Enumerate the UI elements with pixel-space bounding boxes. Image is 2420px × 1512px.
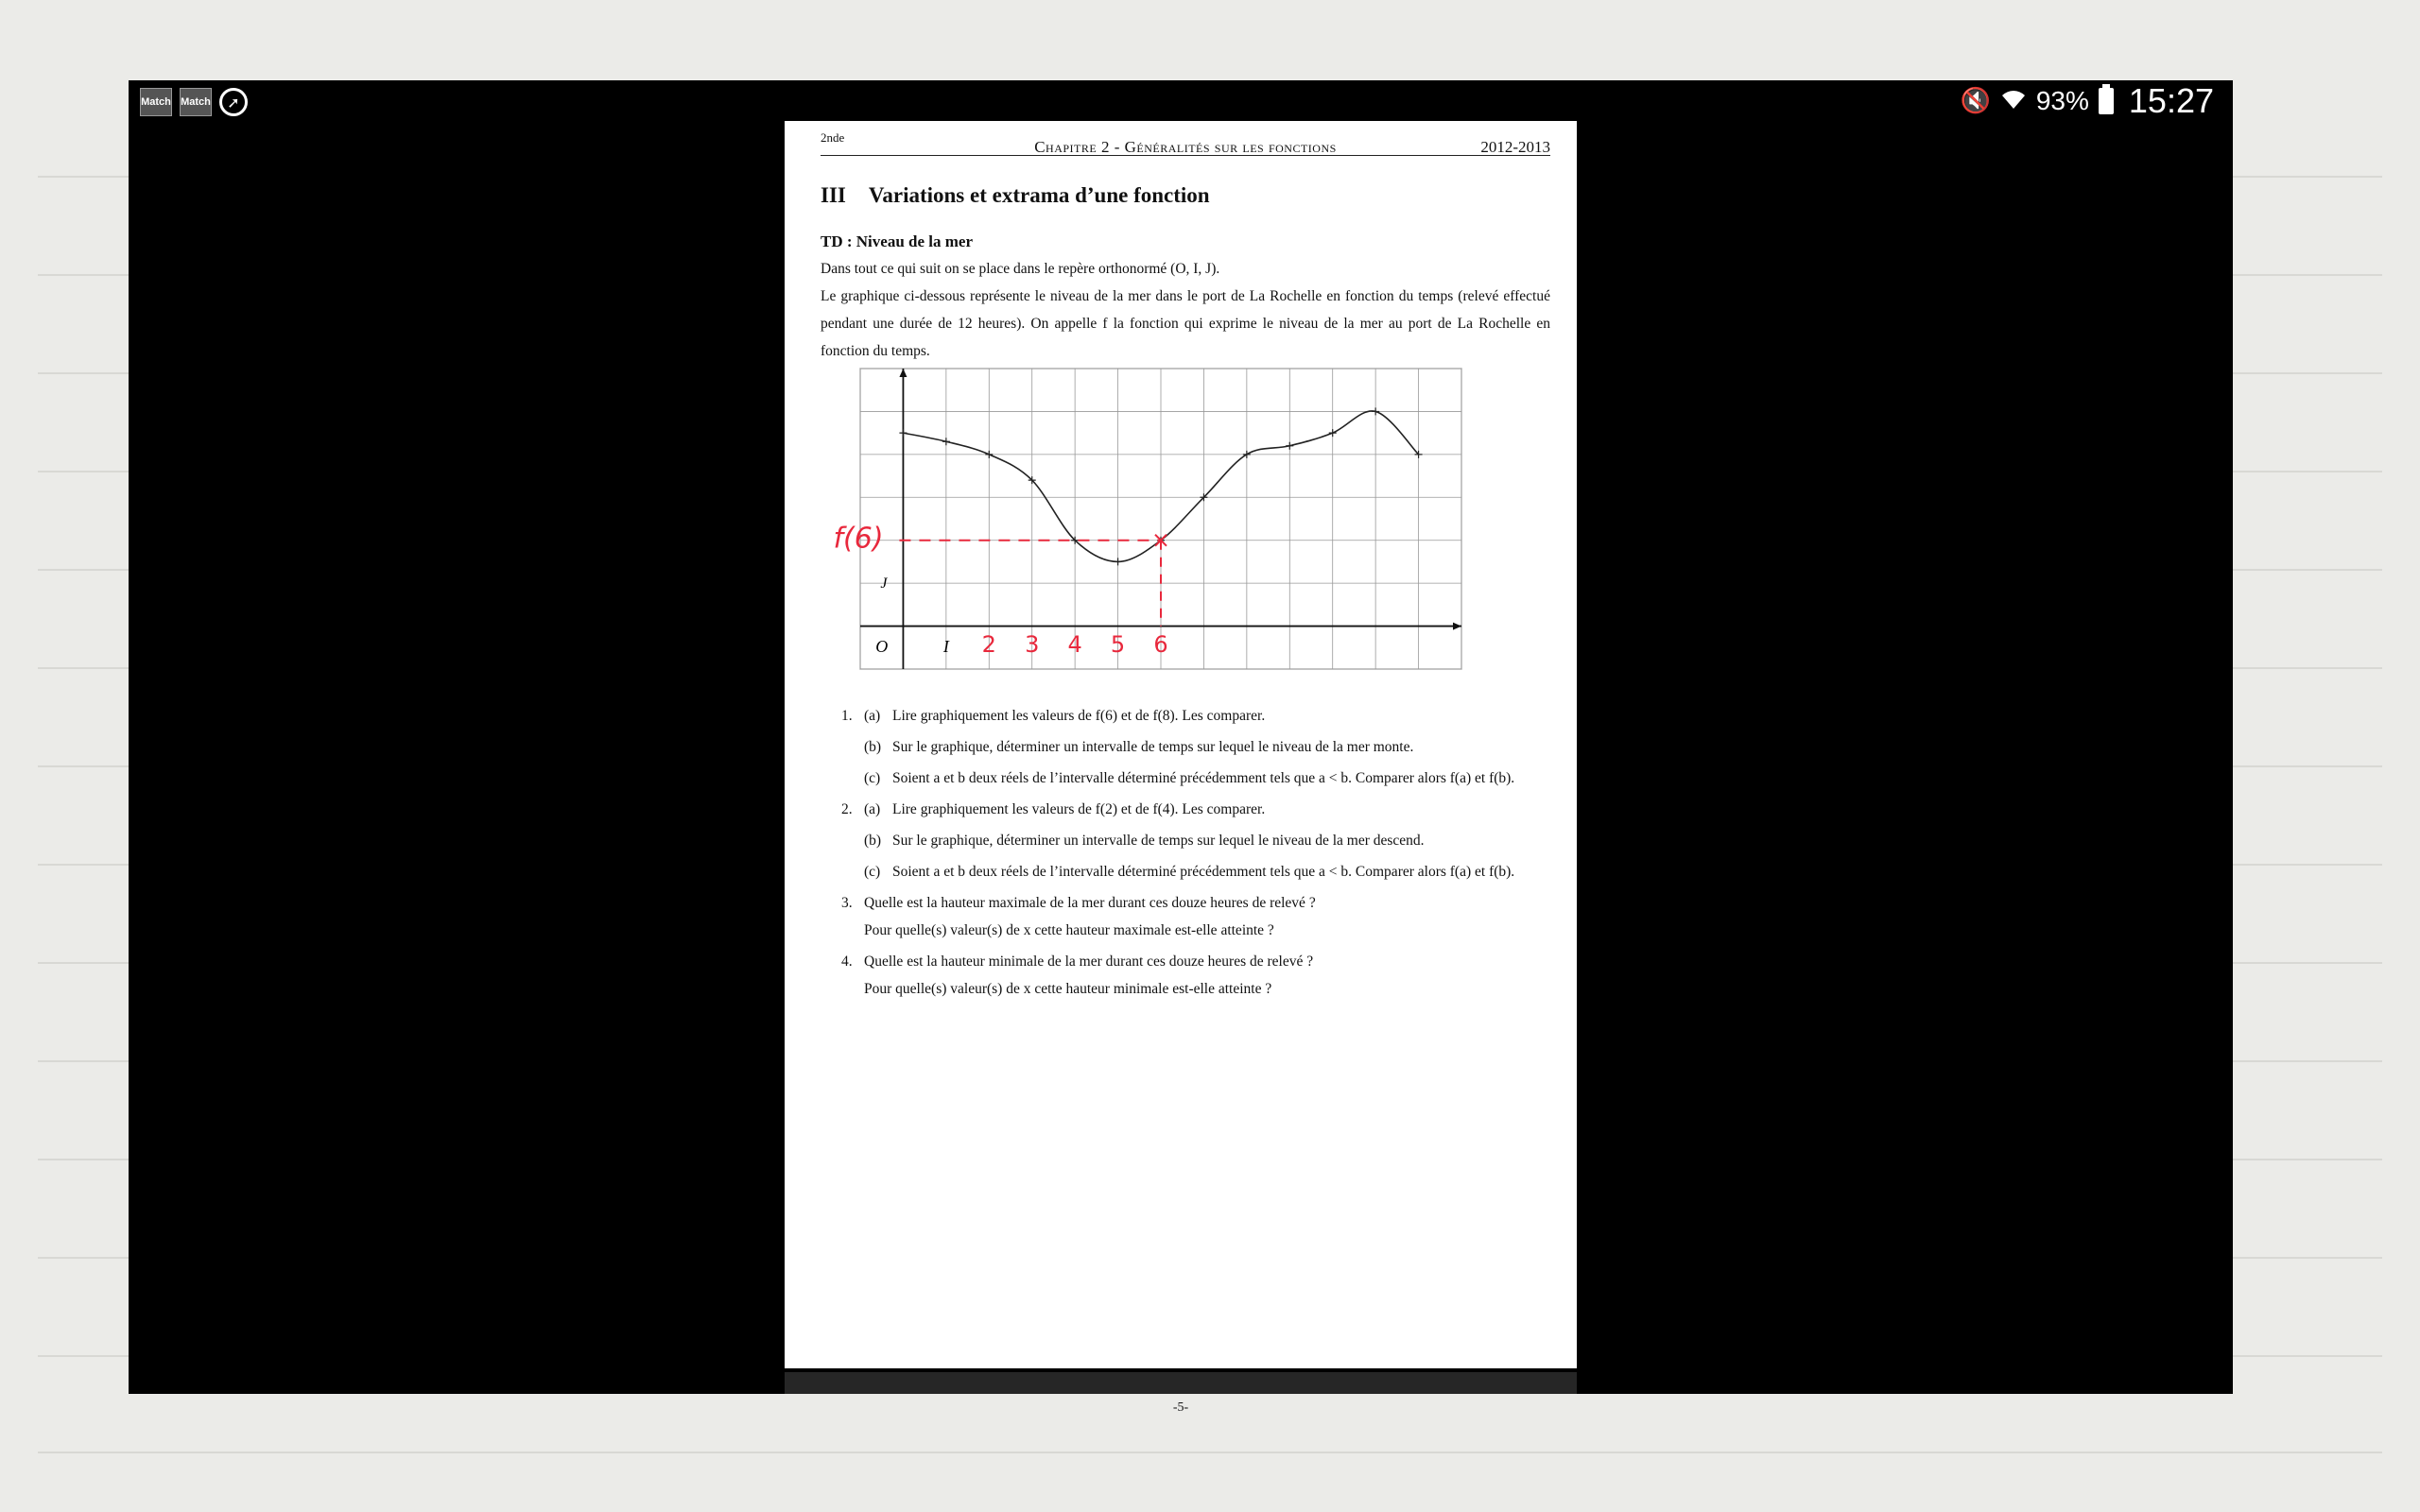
part-text: Soient a et b deux réels de l’intervalle déterminé précédemment tels que a < b. Comparer alors f(a) et f(b). — [892, 864, 1515, 880]
question-number: 2. — [841, 801, 853, 817]
backdrop-line — [38, 1452, 2382, 1453]
question-part — [864, 733, 1550, 761]
question-part — [864, 858, 1550, 885]
part-label: (a) — [864, 801, 881, 817]
notification-app-icon: Match — [180, 88, 212, 116]
part-label: (a) — [864, 708, 881, 724]
page-bottom-bar — [785, 1372, 1577, 1394]
sea-level-chart — [833, 369, 1531, 671]
question-1 — [841, 702, 1550, 792]
notification-icons — [140, 88, 248, 116]
section-title — [821, 183, 1210, 208]
question-part — [864, 765, 1550, 792]
question-part — [864, 702, 1550, 730]
question-4 — [841, 948, 1550, 1003]
section-heading: Variations et extrama d’une fonction — [868, 183, 1210, 207]
page-header — [821, 129, 1550, 156]
level-label: 2nde — [821, 130, 845, 145]
data-point — [942, 438, 950, 445]
question-3 — [841, 889, 1550, 944]
question-text: Quelle est la hauteur maximale de la mer durant ces douze heures de relevé ? — [864, 895, 1316, 911]
part-text: Lire graphiquement les valeurs de f(6) et de f(8). Les comparer. — [892, 708, 1266, 724]
chapter-title: Chapitre 2 - Généralités sur les fonctions — [1034, 138, 1337, 156]
data-point — [1372, 407, 1379, 415]
part-text: Soient a et b deux réels de l’intervalle déterminé précédemment tels que a < b. Comparer alors f(a) et f(b). — [892, 770, 1515, 786]
data-point — [1115, 558, 1122, 565]
part-text: Sur le graphique, déterminer un intervalle de temps sur lequel le niveau de la mer descend. — [892, 833, 1425, 849]
question-text: Pour quelle(s) valeur(s) de x cette hauteur minimale est-elle atteinte ? — [864, 981, 1272, 997]
document-page[interactable] — [785, 121, 1577, 1415]
battery-percent: 93% — [2035, 86, 2089, 115]
battery-icon — [2099, 88, 2114, 114]
question-number: 3. — [841, 895, 853, 911]
question-text: Pour quelle(s) valeur(s) de x cette hauteur maximale est-elle atteinte ? — [864, 922, 1274, 938]
data-point — [1329, 429, 1337, 437]
data-point — [1286, 442, 1293, 450]
x-axis-arrow — [1453, 623, 1461, 630]
section-number: III — [821, 183, 846, 207]
annotation-x-label: 5 — [1110, 630, 1126, 658]
question-list — [841, 702, 1550, 1006]
device-screen — [129, 80, 2233, 1415]
data-point — [985, 451, 993, 458]
part-label: (b) — [864, 833, 882, 849]
y-axis-arrow — [899, 369, 907, 377]
part-text: Sur le graphique, déterminer un intervalle de temps sur lequel le niveau de la mer monte. — [892, 739, 1414, 755]
system-status — [1960, 80, 2214, 122]
notification-app-icon: Match — [140, 88, 172, 116]
question-part — [864, 796, 1550, 823]
td-description: Le graphique ci-dessous représente le niveau de la mer dans le port de La Rochelle en fonction du temps (relevé effectué pendant une durée de 12 heures). On appelle f la fonction qui exprime le niveau de la mer au port de La Rochelle en fonction du temps. — [821, 288, 1550, 359]
wifi-icon — [2000, 86, 2027, 117]
origin-label: O — [875, 636, 889, 656]
status-bar — [129, 80, 2233, 122]
question-number: 1. — [841, 708, 853, 724]
unit-x-label: I — [942, 636, 949, 656]
question-text: Quelle est la hauteur minimale de la mer durant ces douze heures de relevé ? — [864, 954, 1314, 970]
question-number: 4. — [841, 954, 853, 970]
part-label: (c) — [864, 770, 881, 786]
annotation-x-label: 3 — [1025, 630, 1040, 658]
annotation-x-label: 4 — [1067, 630, 1082, 658]
page-number: -5- — [1172, 1400, 1189, 1415]
school-year: 2012-2013 — [1480, 138, 1550, 156]
part-label: (c) — [864, 864, 881, 880]
td-intro: Dans tout ce qui suit on se place dans le repère orthonormé (O, I, J). — [821, 261, 1220, 277]
annotation-f6-label: f(6) — [833, 522, 884, 556]
unit-y-label: J — [880, 576, 888, 593]
clock: 15:27 — [2128, 81, 2214, 120]
annotation-x-label: 2 — [981, 630, 996, 658]
data-point — [899, 429, 907, 437]
annotation-x-label: 6 — [1153, 630, 1168, 658]
compass-icon: ➚ — [219, 88, 248, 116]
question-part — [864, 827, 1550, 854]
part-label: (b) — [864, 739, 882, 755]
mute-icon: 🔇 — [1960, 87, 1991, 115]
part-text: Lire graphiquement les valeurs de f(2) et de f(4). Les comparer. — [892, 801, 1266, 817]
question-2 — [841, 796, 1550, 885]
td-title: TD : Niveau de la mer — [821, 232, 974, 250]
